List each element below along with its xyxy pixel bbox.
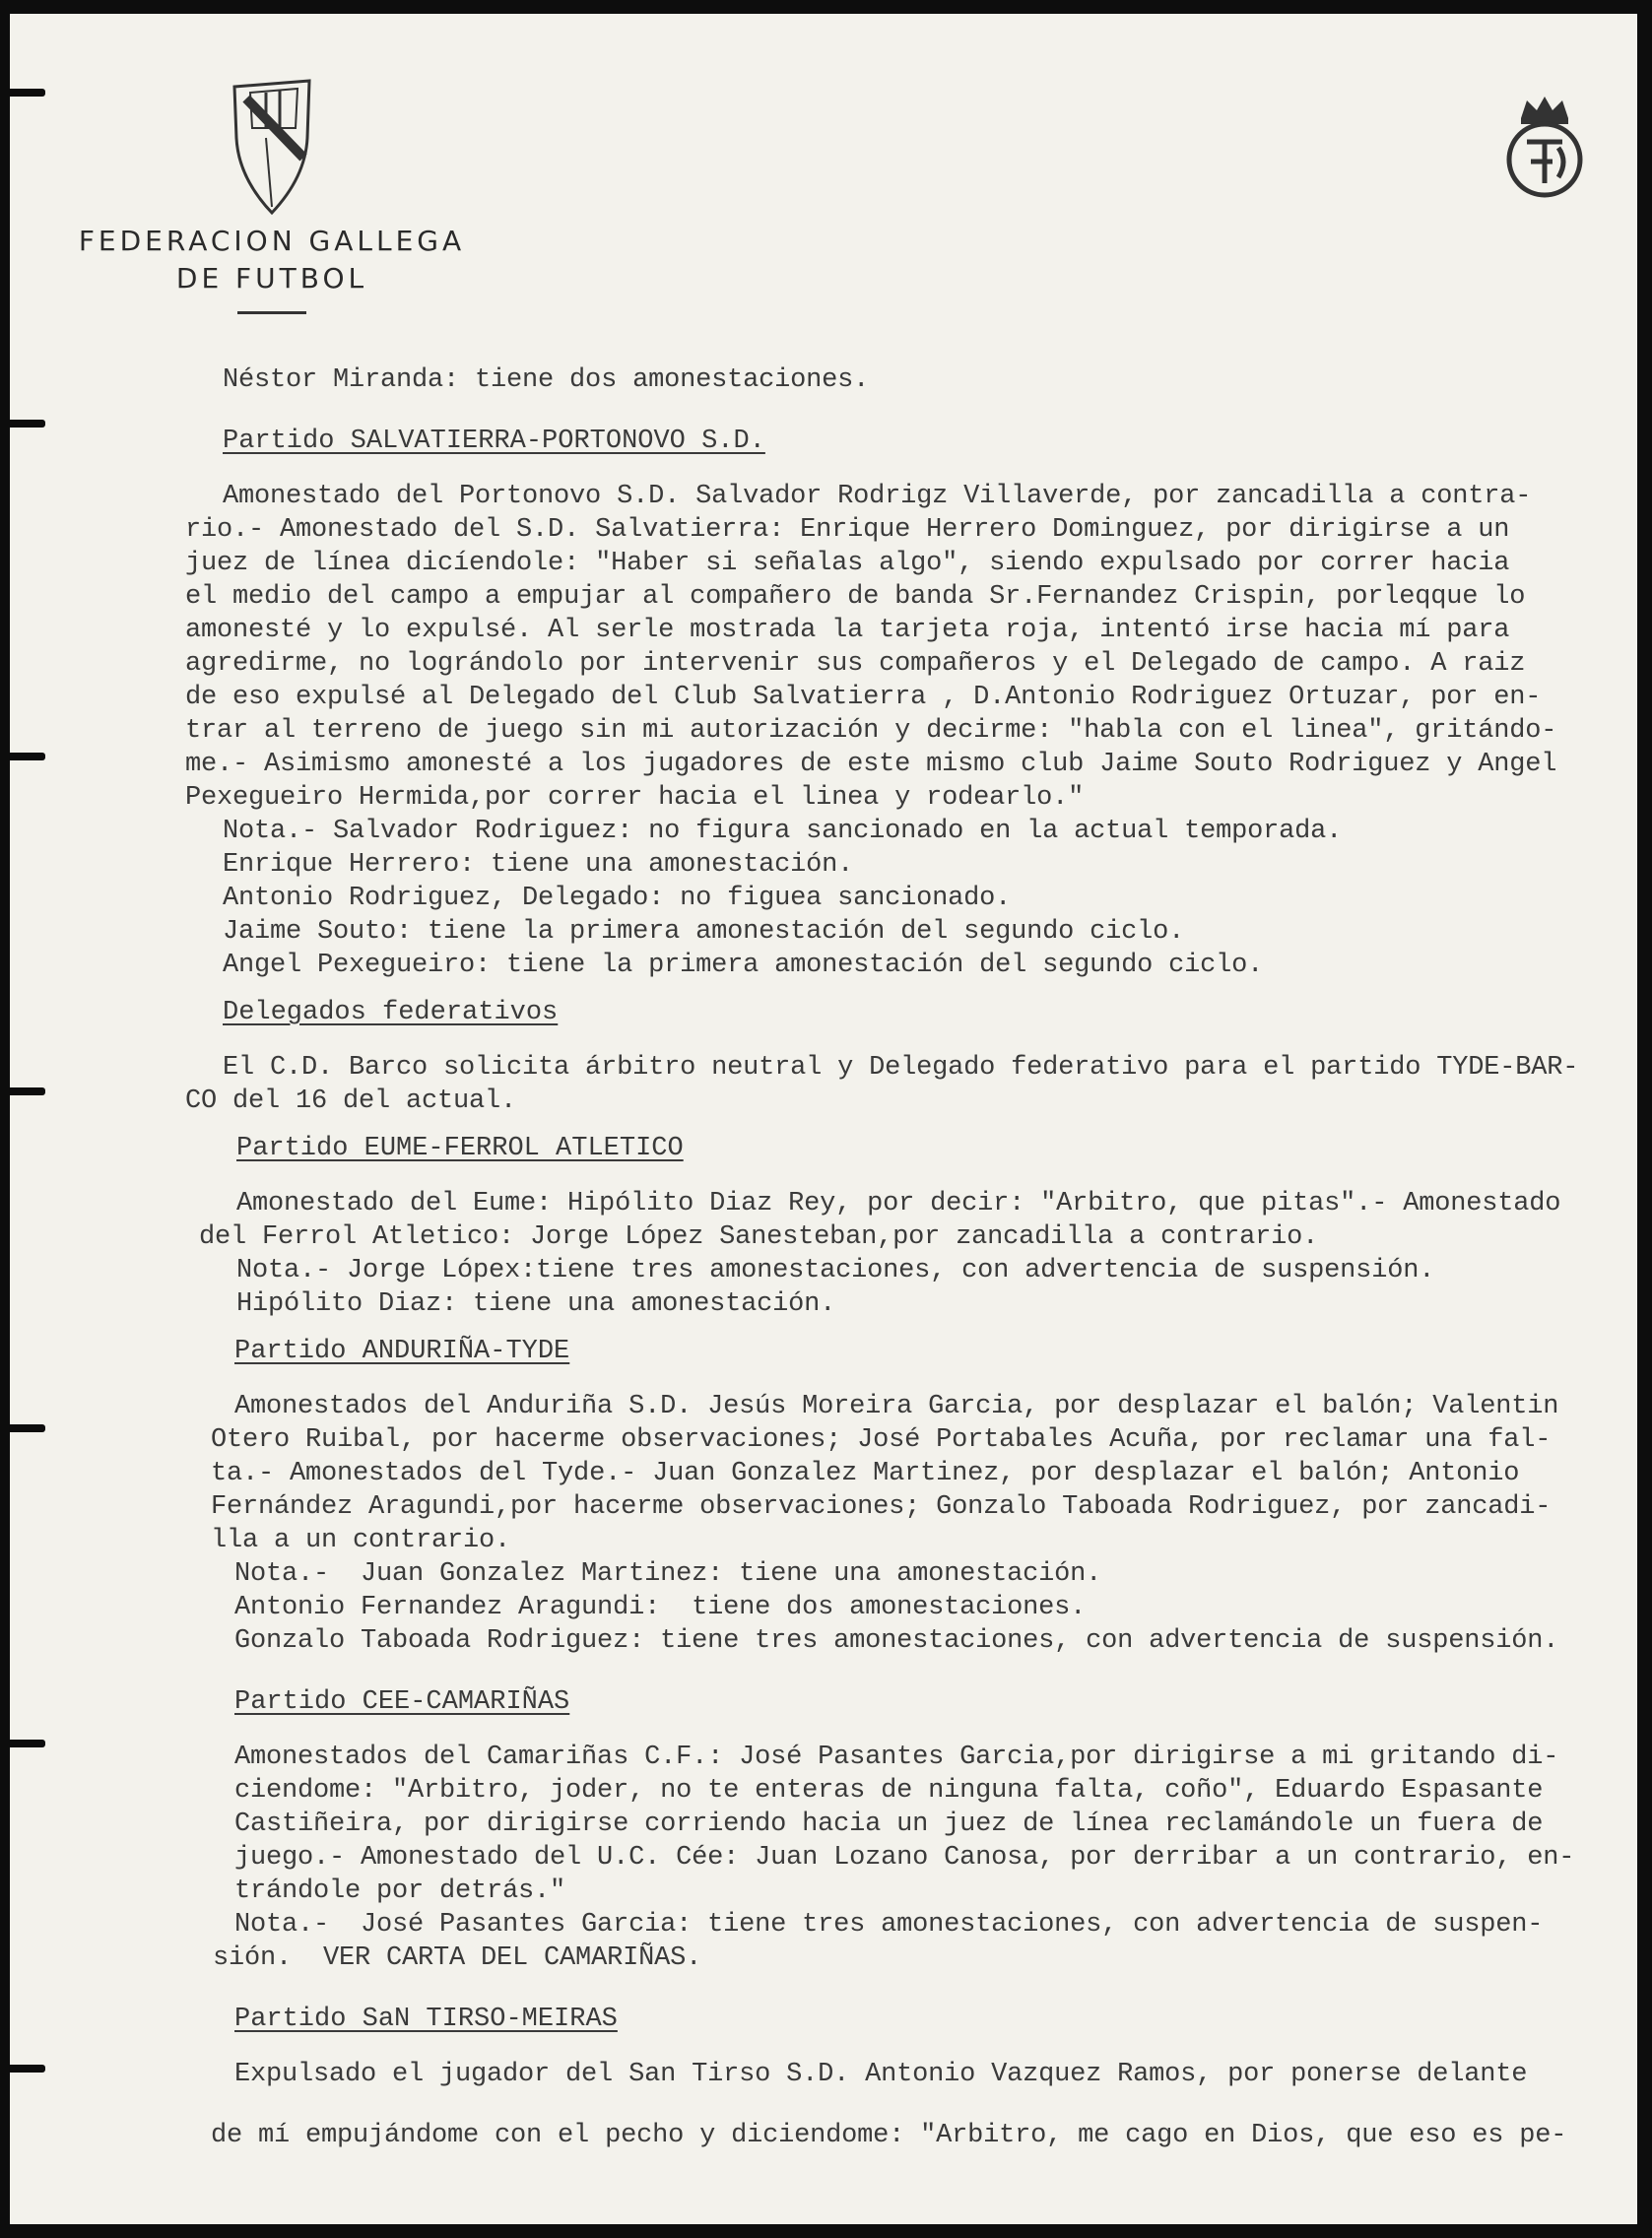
- binding-hole: [10, 753, 45, 760]
- text-line: ta.- Amonestados del Tyde.- Juan Gonzalez Martinez, por desplazar el balón; Antonio: [211, 1459, 1520, 1488]
- document-page: [10, 14, 1637, 2224]
- text-line: Pexegueiro Hermida,por correr hacia el linea y rodearlo.": [185, 783, 1085, 813]
- paragraph-eume: [185, 1187, 1623, 1254]
- text-line: de mí empujándome con el pecho y diciendome: "Arbitro, me cago en Dios, que eso es pe-: [211, 2121, 1567, 2150]
- org-name-line-1: FEDERACION GALLEGA: [78, 225, 466, 257]
- binding-hole: [10, 1740, 45, 1747]
- text-line: trándole por detrás.": [234, 1876, 566, 1906]
- text-line: Antonio Rodriguez, Delegado: no figuea sancionado.: [223, 884, 1012, 913]
- text-line: trar al terreno de juego sin mi autorización y decirme: "habla con el linea", gritándo-: [185, 716, 1557, 746]
- federation-shield-logo: [227, 79, 317, 217]
- note-andurina: [185, 1557, 1623, 1658]
- royal-crest-logo: [1497, 93, 1592, 201]
- text-line: El C.D. Barco solicita árbitro neutral y Delegado federativo para el partido TYDE-BAR-: [223, 1053, 1579, 1083]
- binding-hole: [10, 89, 45, 97]
- section-heading-eume: Partido EUME-FERROL ATLETICO: [236, 1134, 684, 1163]
- section-heading-cee: Partido CEE-CAMARIÑAS: [234, 1687, 570, 1717]
- paragraph-san-tirso: [185, 2058, 1623, 2152]
- paragraph-salvatierra: [185, 480, 1623, 815]
- text-line: CO del 16 del actual.: [185, 1086, 517, 1116]
- text-line: Hipólito Diaz: tiene una amonestación.: [236, 1289, 836, 1319]
- text-line: amonesté y lo expulsé. Al serle mostrada la tarjeta roja, intentó irse hacia mí para: [185, 616, 1510, 645]
- header-divider: [237, 311, 306, 314]
- text-line: Nota.- Salvador Rodriguez: no figura sancionado en la actual temporada.: [223, 817, 1343, 846]
- text-line: Enrique Herrero: tiene una amonestación.: [223, 850, 854, 880]
- section-heading-andurina: Partido ANDURIÑA-TYDE: [234, 1337, 570, 1366]
- org-name-line-2: DE FUTBOL: [175, 262, 368, 295]
- note-cee: [185, 1908, 1623, 1975]
- text-line: lla a un contrario.: [211, 1526, 511, 1555]
- text-line: Fernández Aragundi,por hacerme observaciones; Gonzalo Taboada Rodriguez, por zancadi-: [211, 1492, 1552, 1522]
- section-heading-delegados: Delegados federativos: [223, 998, 559, 1027]
- document-body: [185, 363, 1623, 2152]
- text-line: Amonestados del Camariñas C.F.: José Pasantes Garcia,por dirigirse a mi gritando di-: [234, 1743, 1559, 1772]
- text-line: Antonio Fernandez Aragundi: tiene dos amonestaciones.: [234, 1593, 1087, 1622]
- paragraph-cee: [185, 1741, 1623, 1908]
- note-salvatierra: [185, 815, 1623, 982]
- paragraph-delegados: [185, 1051, 1623, 1118]
- text-line: rio.- Amonestado del S.D. Salvatierra: Enrique Herrero Dominguez, por dirigirse a un: [185, 515, 1510, 545]
- note-eume: [185, 1254, 1623, 1321]
- binding-hole: [10, 2065, 45, 2073]
- text-line: ciendome: "Arbitro, joder, no te enteras de ninguna falta, coño", Eduardo Espasante: [234, 1776, 1544, 1806]
- text-line: Amonestado del Portonovo S.D. Salvador Rodrigz Villaverde, por zancadilla a contra-: [223, 482, 1532, 511]
- binding-hole: [10, 1087, 45, 1095]
- text-line: el medio del campo a empujar al compañero de banda Sr.Fernandez Crispin, porleqque lo: [185, 582, 1526, 612]
- letterhead: [75, 79, 469, 314]
- paragraph-andurina: [185, 1390, 1623, 1557]
- text-line: me.- Asimismo amonesté a los jugadores de este mismo club Jaime Souto Rodriguez y Angel: [185, 750, 1557, 779]
- text-line: Néstor Miranda: tiene dos amonestaciones.: [223, 365, 870, 395]
- text-line: Jaime Souto: tiene la primera amonestación del segundo ciclo.: [223, 917, 1185, 947]
- text-line: Expulsado el jugador del San Tirso S.D. Antonio Vazquez Ramos, por ponerse delante: [234, 2060, 1528, 2089]
- section-heading-san-tirso: Partido SaN TIRSO-MEIRAS: [234, 2005, 618, 2034]
- text-line: Nota.- José Pasantes Garcia: tiene tres amonestaciones, con advertencia de suspen-: [234, 1910, 1544, 1940]
- text-line: juego.- Amonestado del U.C. Cée: Juan Lozano Canosa, por derribar a un contrario, en-: [234, 1843, 1575, 1873]
- binding-hole: [10, 420, 45, 428]
- text-line: Angel Pexegueiro: tiene la primera amonestación del segundo ciclo.: [223, 951, 1264, 980]
- text-line: Nota.- Jorge Lópex:tiene tres amonestaciones, con advertencia de suspensión.: [236, 1256, 1435, 1285]
- binding-hole: [10, 1424, 45, 1432]
- text-line: Amonestados del Anduriña S.D. Jesús Moreira Garcia, por desplazar el balón; Valentin: [234, 1392, 1559, 1421]
- section-heading-salvatierra: Partido SALVATIERRA-PORTONOVO S.D.: [223, 427, 765, 456]
- text-line: del Ferrol Atletico: Jorge López Sanesteban,por zancadilla a contrario.: [199, 1222, 1319, 1252]
- text-line: agredirme, no lográndolo por intervenir sus compañeros y el Delegado de campo. A raiz: [185, 649, 1526, 679]
- text-line: de eso expulsé al Delegado del Club Salvatierra , D.Antonio Rodriguez Ortuzar, por en-: [185, 683, 1542, 712]
- text-line: Amonestado del Eume: Hipólito Diaz Rey, por decir: "Arbitro, que pitas".- Amonestado: [236, 1189, 1561, 1218]
- text-line: sión. VER CARTA DEL CAMARIÑAS.: [213, 1943, 702, 1973]
- text-line: Nota.- Juan Gonzalez Martinez: tiene una amonestación.: [234, 1559, 1102, 1589]
- text-line: Gonzalo Taboada Rodriguez: tiene tres amonestaciones, con advertencia de suspensión.: [234, 1626, 1559, 1656]
- text-line: juez de línea dicíendole: "Haber si señalas algo", siendo expulsado por correr hacia: [185, 549, 1510, 578]
- text-line: Castiñeira, por dirigirse corriendo hacia un juez de línea reclamándole un fuera de: [234, 1810, 1544, 1839]
- text-line: Otero Ruibal, por hacerme observaciones; José Portabales Acuña, por reclamar una fal-: [211, 1425, 1552, 1455]
